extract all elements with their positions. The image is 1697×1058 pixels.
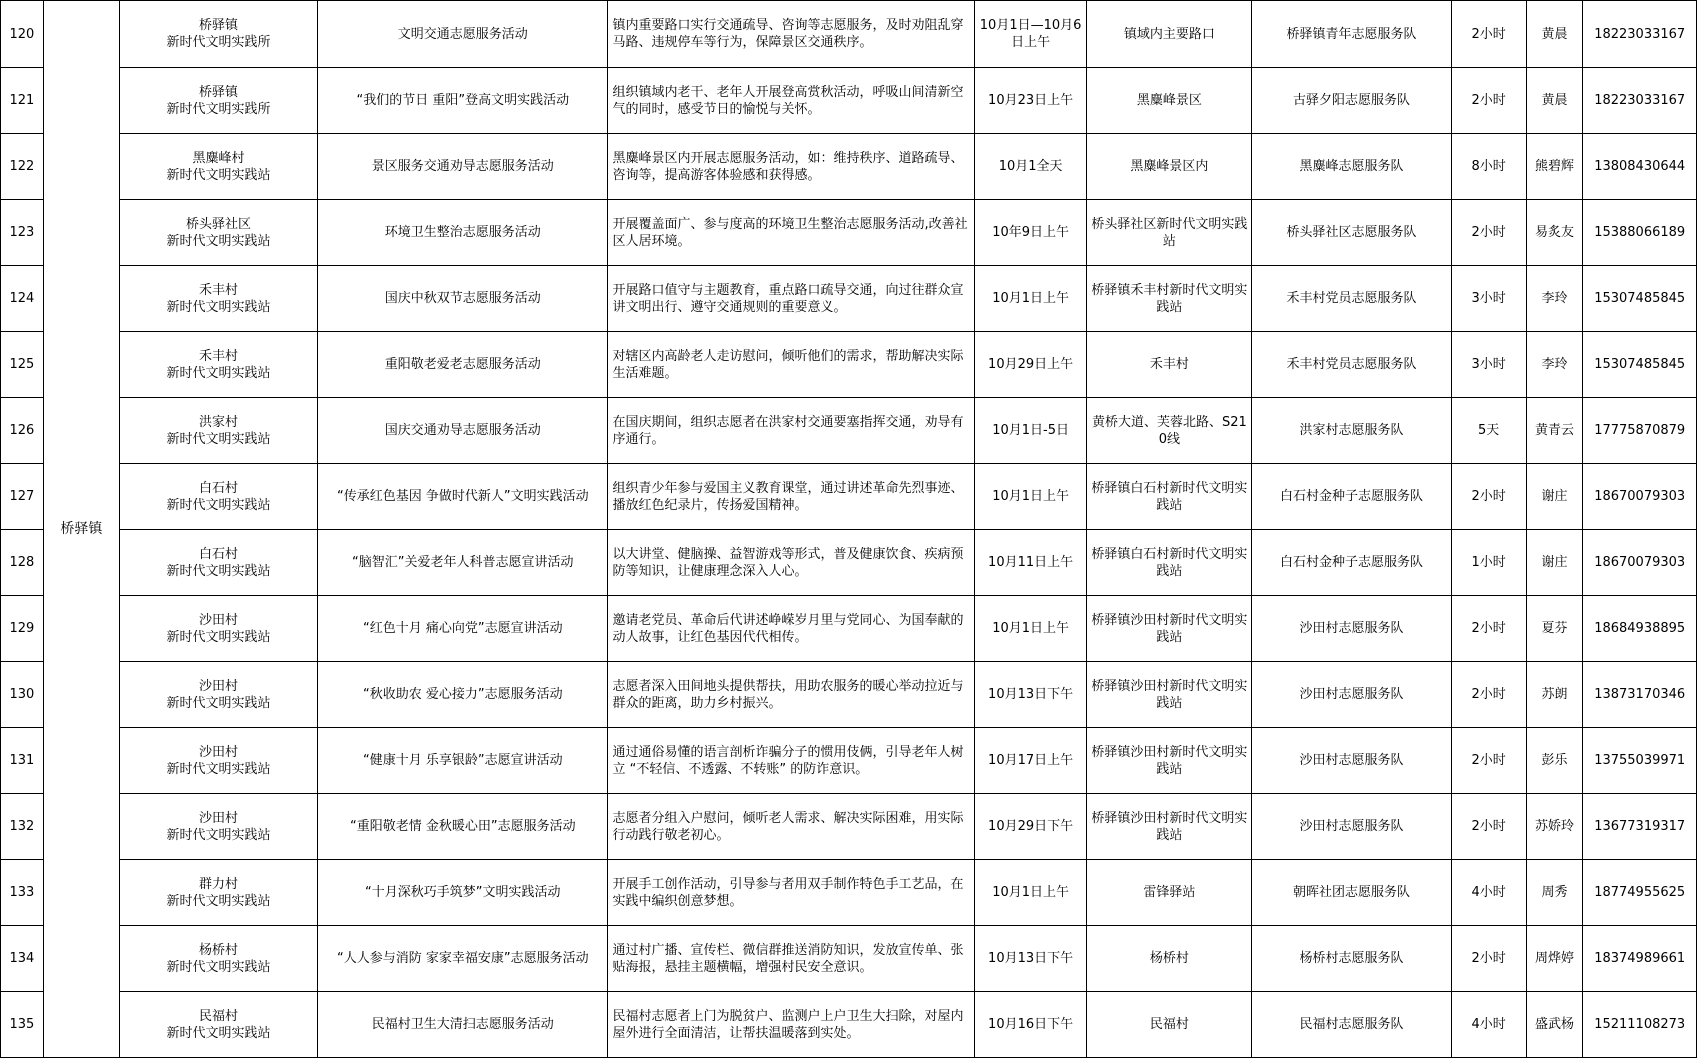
unit-type: 新时代文明实践站 (166, 563, 271, 579)
unit-cell (119, 464, 317, 530)
activity-time-cell: 10月1日-5日 (974, 398, 1086, 464)
activity-description-cell: 民福村志愿者上门为脱贫户、监测户上户卫生大扫除，对屋内屋外进行全面清洁，让帮扶温暖落到实处。 (608, 992, 974, 1058)
unit-type: 新时代文明实践所 (166, 101, 271, 117)
activity-description-cell: 以大讲堂、健脑操、益智游戏等形式，普及健康饮食、疾病预防等知识，让健康理念深入人心。 (608, 530, 974, 596)
table-row (1, 1, 1697, 68)
phone-cell: 13873170346 (1583, 662, 1697, 728)
duration-cell: 2小时 (1451, 464, 1526, 530)
unit-type: 新时代文明实践所 (166, 35, 271, 50)
activity-place-cell: 桥驿镇禾丰村新时代文明实践站 (1087, 266, 1252, 332)
activity-description-cell: 镇内重要路口实行交通疏导、咨询等志愿服务，及时劝阻乱穿马路、违规停车等行为，保障景区交通秩序。 (608, 1, 974, 68)
activity-description-cell: 通过村广播、宣传栏、微信群推送消防知识，发放宣传单、张贴海报，悬挂主题横幅，增强村民安全意识。 (608, 926, 974, 992)
unit-type: 新时代文明实践站 (166, 497, 271, 513)
activity-place-cell: 桥驿镇沙田村新时代文明实践站 (1087, 794, 1252, 860)
contact-person-cell: 周烨婷 (1526, 926, 1583, 992)
activity-place-cell: 黄桥大道、芙蓉北路、S210线 (1087, 398, 1252, 464)
activity-description-cell: 通过通俗易懂的语言剖析诈骗分子的惯用伎俩，引导老年人树立 “不轻信、不透露、不转账” 的防诈意识。 (608, 728, 974, 794)
unit-type: 新时代文明实践站 (166, 827, 271, 843)
volunteer-team-cell: 黑麋峰志愿服务队 (1252, 134, 1451, 200)
activity-time-cell: 10月1日上午 (974, 266, 1086, 332)
table-row (1, 200, 1697, 266)
volunteer-team-cell: 沙田村志愿服务队 (1252, 794, 1451, 860)
phone-cell: 15307485845 (1583, 332, 1697, 398)
activity-name-cell: “红色十月 痛心向党”志愿宣讲活动 (318, 596, 608, 662)
volunteer-team-cell: 白石村金种子志愿服务队 (1252, 464, 1451, 530)
contact-person-cell: 周秀 (1526, 860, 1583, 926)
unit-type: 新时代文明实践站 (166, 629, 271, 645)
unit-cell (119, 992, 317, 1058)
duration-cell: 2小时 (1451, 596, 1526, 662)
duration-cell: 2小时 (1451, 794, 1526, 860)
table-row (1, 464, 1697, 530)
activity-place-cell: 黑麋峰景区内 (1087, 134, 1252, 200)
unit-name: 桥驿镇 (199, 18, 239, 33)
table-row (1, 266, 1697, 332)
activity-name-cell: “秋收助农 爱心接力”志愿服务活动 (318, 662, 608, 728)
contact-person-cell: 熊碧辉 (1526, 134, 1583, 200)
phone-cell: 18774955625 (1583, 860, 1697, 926)
phone-cell: 18684938895 (1583, 596, 1697, 662)
activity-description-cell: 志愿者深入田间地头提供帮扶，用助农服务的暖心举动拉近与群众的距离，助力乡村振兴。 (608, 662, 974, 728)
activity-description-cell: 黑麋峰景区内开展志愿服务活动，如：维持秩序、道路疏导、咨询等，提高游客体验感和获得感。 (608, 134, 974, 200)
row-number-cell: 125 (1, 332, 44, 398)
phone-cell: 15307485845 (1583, 266, 1697, 332)
activity-time-cell: 10年9日上午 (974, 200, 1086, 266)
unit-cell (119, 332, 317, 398)
activity-description-cell: 邀请老党员、革命后代讲述峥嵘岁月里与党同心、为国奉献的动人故事，让红色基因代代相传。 (608, 596, 974, 662)
activity-place-cell: 民福村 (1087, 992, 1252, 1058)
row-number-cell: 123 (1, 200, 44, 266)
duration-cell: 5天 (1451, 398, 1526, 464)
volunteer-team-cell: 洪家村志愿服务队 (1252, 398, 1451, 464)
unit-type: 新时代文明实践站 (166, 233, 271, 249)
unit-cell (119, 926, 317, 992)
table-row (1, 596, 1697, 662)
unit-name: 禾丰村 (199, 282, 239, 298)
duration-cell: 2小时 (1451, 68, 1526, 134)
unit-cell (119, 398, 317, 464)
unit-name: 洪家村 (199, 414, 239, 430)
row-number-cell: 129 (1, 596, 44, 662)
activity-description-cell: 组织镇域内老干、老年人开展登高赏秋活动，呼吸山间清新空气的同时，感受节日的愉悦与关怀。 (608, 68, 974, 134)
unit-type: 新时代文明实践站 (166, 299, 271, 315)
table-row (1, 68, 1697, 134)
activity-name-cell: 环境卫生整治志愿服务活动 (318, 200, 608, 266)
table-row (1, 794, 1697, 860)
activity-time-cell: 10月29日下午 (974, 794, 1086, 860)
table-row (1, 398, 1697, 464)
unit-name: 沙田村 (199, 744, 239, 760)
activity-place-cell: 桥驿镇沙田村新时代文明实践站 (1087, 662, 1252, 728)
row-number-cell: 132 (1, 794, 44, 860)
phone-cell: 13677319317 (1583, 794, 1697, 860)
town-cell: 桥驿镇 (43, 1, 119, 1058)
duration-cell: 4小时 (1451, 860, 1526, 926)
activity-name-cell: “十月深秋巧手筑梦”文明实践活动 (318, 860, 608, 926)
row-number-cell: 130 (1, 662, 44, 728)
unit-name: 桥驿镇 (199, 84, 239, 100)
activity-description-cell: 组织青少年参与爱国主义教育课堂，通过讲述革命先烈事迹、播放红色纪录片，传扬爱国精神。 (608, 464, 974, 530)
volunteer-team-cell: 杨桥村志愿服务队 (1252, 926, 1451, 992)
activity-description-cell: 开展手工创作活动，引导参与者用双手制作特色手工艺品，在实践中编织创意梦想。 (608, 860, 974, 926)
unit-cell (119, 794, 317, 860)
activity-place-cell: 桥头驿社区新时代文明实践站 (1087, 200, 1252, 266)
volunteer-team-cell: 桥驿镇青年志愿服务队 (1252, 1, 1451, 68)
table-row (1, 992, 1697, 1058)
row-number-cell: 124 (1, 266, 44, 332)
duration-cell: 1小时 (1451, 530, 1526, 596)
unit-type: 新时代文明实践站 (166, 431, 271, 447)
contact-person-cell: 李玲 (1526, 332, 1583, 398)
activity-place-cell: 黑麋峰景区 (1087, 68, 1252, 134)
unit-cell (119, 596, 317, 662)
activity-description-cell: 志愿者分组入户慰问，倾听老人需求、解决实际困难，用实际行动践行敬老初心。 (608, 794, 974, 860)
unit-cell (119, 68, 317, 134)
phone-cell: 18670079303 (1583, 464, 1697, 530)
unit-name: 沙田村 (199, 612, 239, 628)
unit-cell (119, 728, 317, 794)
activity-time-cell: 10月16日下午 (974, 992, 1086, 1058)
contact-person-cell: 谢庄 (1526, 530, 1583, 596)
row-number-cell: 128 (1, 530, 44, 596)
activity-time-cell: 10月23日上午 (974, 68, 1086, 134)
activity-name-cell: 民福村卫生大清扫志愿服务活动 (318, 992, 608, 1058)
activity-time-cell: 10月17日上午 (974, 728, 1086, 794)
unit-name: 杨桥村 (199, 942, 239, 958)
activity-time-cell: 10月1日上午 (974, 596, 1086, 662)
unit-name: 民福村 (199, 1008, 239, 1024)
contact-person-cell: 盛武杨 (1526, 992, 1583, 1058)
volunteer-team-cell: 朝晖社团志愿服务队 (1252, 860, 1451, 926)
contact-person-cell: 谢庄 (1526, 464, 1583, 530)
volunteer-team-cell: 禾丰村党员志愿服务队 (1252, 266, 1451, 332)
phone-cell: 18223033167 (1583, 68, 1697, 134)
duration-cell: 2小时 (1451, 200, 1526, 266)
activity-place-cell: 桥驿镇白石村新时代文明实践站 (1087, 464, 1252, 530)
unit-type: 新时代文明实践站 (166, 1025, 271, 1041)
table-row (1, 728, 1697, 794)
activity-name-cell: “传承红色基因 争做时代新人”文明实践活动 (318, 464, 608, 530)
volunteer-team-cell: 禾丰村党员志愿服务队 (1252, 332, 1451, 398)
unit-name: 禾丰村 (199, 348, 239, 364)
activity-place-cell: 禾丰村 (1087, 332, 1252, 398)
activity-name-cell: 文明交通志愿服务活动 (318, 1, 608, 68)
activity-name-cell: “重阳敬老情 金秋暖心田”志愿服务活动 (318, 794, 608, 860)
activity-description-cell: 对辖区内高龄老人走访慰问，倾听他们的需求，帮助解决实际生活难题。 (608, 332, 974, 398)
contact-person-cell: 彭乐 (1526, 728, 1583, 794)
activity-place-cell: 杨桥村 (1087, 926, 1252, 992)
unit-name: 桥头驿社区 (186, 216, 252, 232)
duration-cell: 2小时 (1451, 926, 1526, 992)
activity-description-cell: 在国庆期间，组织志愿者在洪家村交通要塞指挥交通，劝导有序通行。 (608, 398, 974, 464)
unit-cell (119, 200, 317, 266)
table-row (1, 530, 1697, 596)
row-number-cell: 135 (1, 992, 44, 1058)
table-row (1, 332, 1697, 398)
unit-type: 新时代文明实践站 (166, 695, 271, 711)
activity-time-cell: 10月11日上午 (974, 530, 1086, 596)
phone-cell: 18670079303 (1583, 530, 1697, 596)
volunteer-team-cell: 桥头驿社区志愿服务队 (1252, 200, 1451, 266)
duration-cell: 3小时 (1451, 266, 1526, 332)
phone-cell: 17775870879 (1583, 398, 1697, 464)
activity-time-cell: 10月1日上午 (974, 860, 1086, 926)
unit-cell (119, 266, 317, 332)
row-number-cell: 131 (1, 728, 44, 794)
table-row (1, 860, 1697, 926)
activity-place-cell: 雷锋驿站 (1087, 860, 1252, 926)
row-number-cell: 134 (1, 926, 44, 992)
contact-person-cell: 黄青云 (1526, 398, 1583, 464)
phone-cell: 13755039971 (1583, 728, 1697, 794)
activity-name-cell: 国庆交通劝导志愿服务活动 (318, 398, 608, 464)
activity-time-cell: 10月1全天 (974, 134, 1086, 200)
activity-name-cell: 景区服务交通劝导志愿服务活动 (318, 134, 608, 200)
activity-place-cell: 镇域内主要路口 (1087, 1, 1252, 68)
phone-cell: 18374989661 (1583, 926, 1697, 992)
unit-type: 新时代文明实践站 (166, 761, 271, 777)
unit-name: 白石村 (199, 546, 239, 562)
phone-cell: 15211108273 (1583, 992, 1697, 1058)
row-number-cell: 127 (1, 464, 44, 530)
activity-time-cell: 10月13日下午 (974, 926, 1086, 992)
activity-place-cell: 桥驿镇沙田村新时代文明实践站 (1087, 728, 1252, 794)
table-row (1, 134, 1697, 200)
duration-cell: 3小时 (1451, 332, 1526, 398)
phone-cell: 18223033167 (1583, 1, 1697, 68)
unit-name: 群力村 (199, 876, 239, 892)
row-number-cell: 133 (1, 860, 44, 926)
phone-cell: 13808430644 (1583, 134, 1697, 200)
unit-type: 新时代文明实践站 (166, 959, 271, 975)
unit-type: 新时代文明实践站 (166, 893, 271, 909)
row-number-cell: 121 (1, 68, 44, 134)
contact-person-cell: 夏芬 (1526, 596, 1583, 662)
activity-time-cell: 10月1日—10月6日上午 (974, 1, 1086, 68)
row-number-cell: 120 (1, 1, 44, 68)
activity-name-cell: “人人参与消防 家家幸福安康”志愿服务活动 (318, 926, 608, 992)
activity-time-cell: 10月13日下午 (974, 662, 1086, 728)
unit-type: 新时代文明实践站 (166, 365, 271, 381)
duration-cell: 8小时 (1451, 134, 1526, 200)
activity-name-cell: “我们的节日 重阳”登高文明实践活动 (318, 68, 608, 134)
volunteer-team-cell: 沙田村志愿服务队 (1252, 662, 1451, 728)
unit-type: 新时代文明实践站 (166, 167, 271, 183)
activity-time-cell: 10月29日上午 (974, 332, 1086, 398)
unit-cell (119, 1, 317, 68)
duration-cell: 2小时 (1451, 1, 1526, 68)
phone-cell: 15388066189 (1583, 200, 1697, 266)
unit-name: 黑麋峰村 (192, 150, 245, 166)
activity-name-cell: “脑智汇”关爱老年人科普志愿宣讲活动 (318, 530, 608, 596)
volunteer-team-cell: 沙田村志愿服务队 (1252, 728, 1451, 794)
activity-place-cell: 桥驿镇白石村新时代文明实践站 (1087, 530, 1252, 596)
contact-person-cell: 易炙友 (1526, 200, 1583, 266)
duration-cell: 4小时 (1451, 992, 1526, 1058)
unit-cell (119, 662, 317, 728)
activity-time-cell: 10月1日上午 (974, 464, 1086, 530)
contact-person-cell: 黄晨 (1526, 68, 1583, 134)
activity-name-cell: 国庆中秋双节志愿服务活动 (318, 266, 608, 332)
volunteer-team-cell: 沙田村志愿服务队 (1252, 596, 1451, 662)
unit-name: 沙田村 (199, 810, 239, 826)
table-row (1, 926, 1697, 992)
table-row (1, 662, 1697, 728)
contact-person-cell: 苏娇玲 (1526, 794, 1583, 860)
volunteer-team-cell: 白石村金种子志愿服务队 (1252, 530, 1451, 596)
volunteer-team-cell: 民福村志愿服务队 (1252, 992, 1451, 1058)
contact-person-cell: 黄晨 (1526, 1, 1583, 68)
contact-person-cell: 李玲 (1526, 266, 1583, 332)
activity-description-cell: 开展覆盖面广、参与度高的环境卫生整治志愿服务活动,改善社区人居环境。 (608, 200, 974, 266)
table-body (1, 1, 1697, 1058)
duration-cell: 2小时 (1451, 662, 1526, 728)
duration-cell: 2小时 (1451, 728, 1526, 794)
volunteer-team-cell: 古驿夕阳志愿服务队 (1252, 68, 1451, 134)
activity-name-cell: 重阳敬老爱老志愿服务活动 (318, 332, 608, 398)
contact-person-cell: 苏朗 (1526, 662, 1583, 728)
unit-cell (119, 530, 317, 596)
unit-name: 白石村 (199, 480, 239, 496)
row-number-cell: 122 (1, 134, 44, 200)
unit-name: 沙田村 (199, 678, 239, 694)
row-number-cell: 126 (1, 398, 44, 464)
activity-name-cell: “健康十月 乐享银龄”志愿宣讲活动 (318, 728, 608, 794)
activity-description-cell: 开展路口值守与主题教育，重点路口疏导交通，向过往群众宣讲文明出行、遵守交通规则的重要意义。 (608, 266, 974, 332)
unit-cell (119, 134, 317, 200)
unit-cell (119, 860, 317, 926)
activity-place-cell: 桥驿镇沙田村新时代文明实践站 (1087, 596, 1252, 662)
